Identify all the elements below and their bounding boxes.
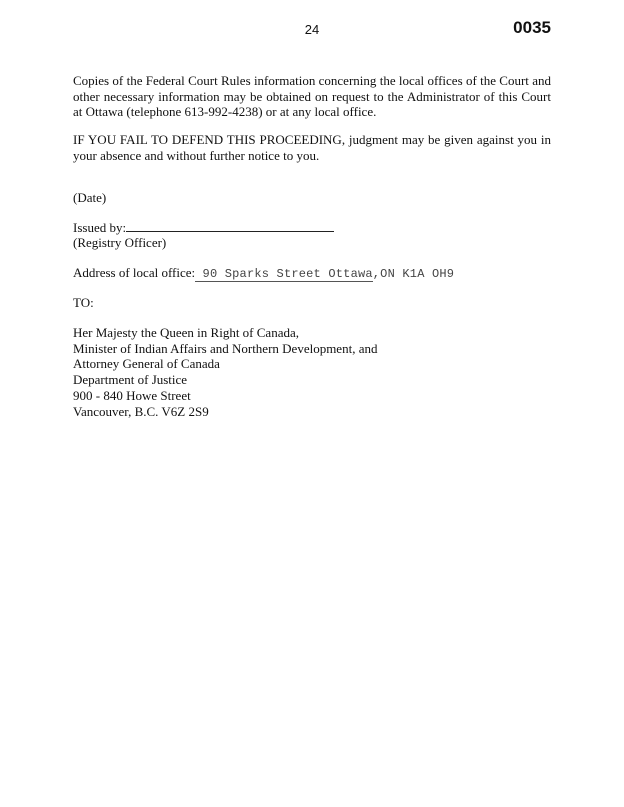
addressee-line: Minister of Indian Affairs and Northern Development, and: [73, 340, 378, 356]
addressee-line: Vancouver, B.C. V6Z 2S9: [73, 403, 209, 419]
signature-blank: [126, 220, 334, 232]
local-office-street: 90 Sparks Street Ottawa: [195, 267, 373, 281]
registry-officer-label: (Registry Officer): [73, 235, 167, 250]
rules-paragraph: Copies of the Federal Court Rules information concerning the local offices of the Court and other necessary information may be obtained on request to the Administrator of this Court at Ottawa (telephone 613-992-4238) or at any local office.: [73, 73, 551, 119]
addressee-line: Attorney General of Canada: [73, 356, 220, 372]
addressee-line: Department of Justice: [73, 372, 188, 388]
local-office-label: Address of local office:: [73, 265, 196, 280]
issued-by-line: [73, 220, 334, 236]
addressee-block: [73, 325, 377, 419]
addressee-line: 900 - 840 Howe Street: [73, 387, 191, 403]
issued-by-label: Issued by:: [73, 220, 127, 235]
to-label: TO:: [73, 295, 94, 310]
warning-paragraph: IF YOU FAIL TO DEFEND THIS PROCEEDING, judgment may be given against you in your absence and without further notice to you.: [73, 132, 551, 163]
date-label: (Date): [73, 190, 107, 205]
local-office-postal: ,ON K1A OH9: [372, 267, 455, 281]
document-number: 0035: [513, 18, 551, 37]
page-number: 24: [304, 22, 320, 37]
addressee-line: Her Majesty the Queen in Right of Canada,: [73, 325, 299, 340]
local-office-line: [73, 265, 454, 283]
